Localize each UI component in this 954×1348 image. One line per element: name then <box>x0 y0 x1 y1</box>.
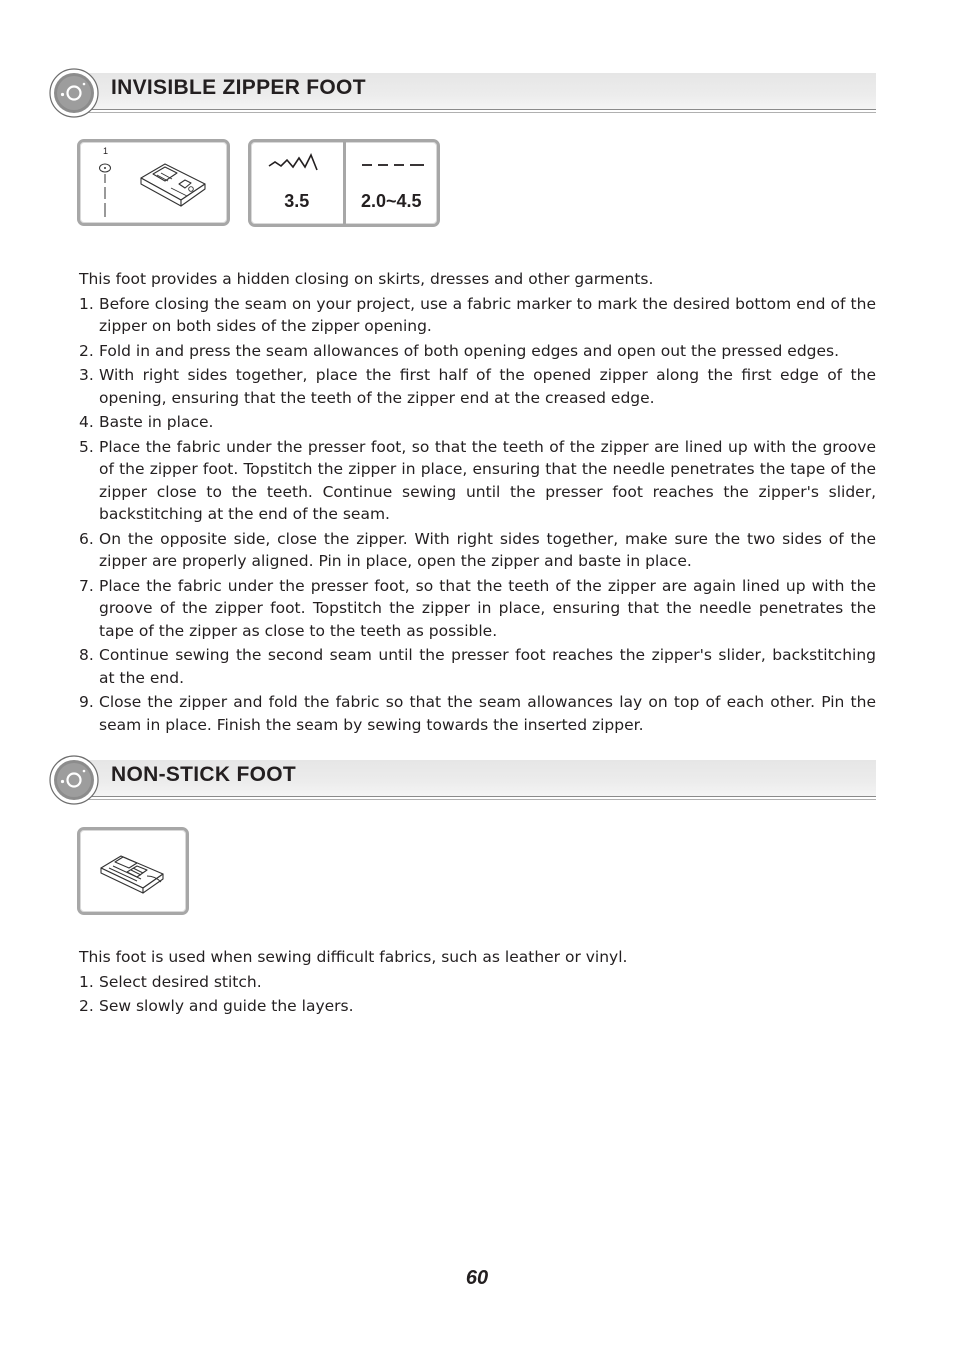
step-text: Fold in and press the seam allowances of both opening edges and open out the pressed edges. <box>99 341 840 360</box>
step-text: Place the fabric under the presser foot, so that the teeth of the zipper are lined up with the groove of the zipper foot. Topstitch the zipper in place, ensuring that the needle penetrates the tape of the zipper close to the teeth. Continue sewing until the presser foot reaches the zipper's slider, backstitching at the end of the seam. <box>99 437 876 523</box>
list-item <box>79 691 876 736</box>
step-number: 6. <box>79 529 94 548</box>
list-item <box>79 436 876 526</box>
stitch-width-cell <box>251 142 343 224</box>
non-stick-presser-foot-icon <box>97 850 173 896</box>
list-item <box>79 293 876 338</box>
page-number: 60 <box>465 1267 489 1289</box>
step-text: Baste in place. <box>99 413 214 431</box>
step-number: 5. <box>79 437 94 456</box>
step-text: Select desired stitch. <box>99 972 262 991</box>
list-item <box>79 644 876 689</box>
step-text: With right sides together, place the first half of the opened zipper along the first edge of the opening, ensuring that the teeth of the zipper end at the creased edge. <box>99 366 876 407</box>
step-text: Place the fabric under the presser foot, so that the teeth of the zipper are again lined up with the groove of the zipper foot. Topstitch the zipper in place, ensuring that the needle penetrates the tape of the zipper as close to the teeth as possible. <box>99 576 876 640</box>
section-title: NON-STICK FOOT <box>111 763 297 786</box>
foot-label: 1 <box>103 146 109 156</box>
section-badge-icon <box>48 68 102 118</box>
list-item <box>79 575 876 643</box>
list-item <box>79 971 876 994</box>
presser-foot-icon <box>135 158 210 210</box>
intro-text: This foot provides a hidden closing on skirts, dresses and other garments. <box>79 270 654 288</box>
list-item <box>79 995 876 1018</box>
straight-dashed-stitch-icon <box>346 152 438 174</box>
step-text: On the opposite side, close the zipper. With right sides together, make sure the two sides of the zipper are properly aligned. Pin in place, open the zipper and baste in place. <box>99 529 876 570</box>
step-number: 4. <box>79 413 94 431</box>
invisible-zipper-instructions <box>79 268 876 738</box>
step-text: Continue sewing the second seam until the presser foot reaches the zipper's slider, backstitching at the end. <box>99 646 876 687</box>
non-stick-foot-frame <box>77 827 189 915</box>
section-badge-icon <box>48 755 102 805</box>
list-item <box>79 364 876 409</box>
intro-text: This foot is used when sewing difficult fabrics, such as leather or vinyl. <box>79 948 628 966</box>
list-item <box>79 340 876 363</box>
step-number: 1. <box>79 294 94 313</box>
step-number: 1. <box>79 972 94 991</box>
section-title: INVISIBLE ZIPPER FOOT <box>111 76 366 99</box>
step-number: 7. <box>79 576 94 595</box>
step-number: 9. <box>79 693 94 711</box>
step-text: Close the zipper and fold the fabric so that the seam allowances lay on top of each other. Pin the seam in place. Finish the seam by sewing towards the inserted zipper. <box>99 693 876 734</box>
list-item <box>79 528 876 573</box>
step-number: 3. <box>79 366 94 384</box>
non-stick-instructions <box>79 946 876 1020</box>
section-header-non-stick <box>48 757 876 803</box>
step-text: Before closing the seam on your project, use a fabric marker to mark the desired bottom end of the zipper on both sides of the zipper opening. <box>99 294 876 335</box>
stitch-length-cell <box>343 142 438 224</box>
needle-position-icon <box>97 159 113 221</box>
steps-list <box>79 971 876 1018</box>
step-number: 2. <box>79 997 94 1015</box>
invisible-zipper-foot-frame <box>77 139 230 226</box>
list-item <box>79 411 876 434</box>
step-text: Sew slowly and guide the layers. <box>99 997 354 1015</box>
section-header-invisible-zipper <box>48 70 876 116</box>
stitch-width-value: 3.5 <box>284 191 310 211</box>
step-number: 8. <box>79 646 94 664</box>
stitch-length-value: 2.0~4.5 <box>360 191 422 211</box>
steps-list <box>79 293 876 737</box>
stitch-settings-panel <box>248 139 440 227</box>
zigzag-stitch-icon <box>251 152 345 174</box>
step-number: 2. <box>79 341 94 360</box>
